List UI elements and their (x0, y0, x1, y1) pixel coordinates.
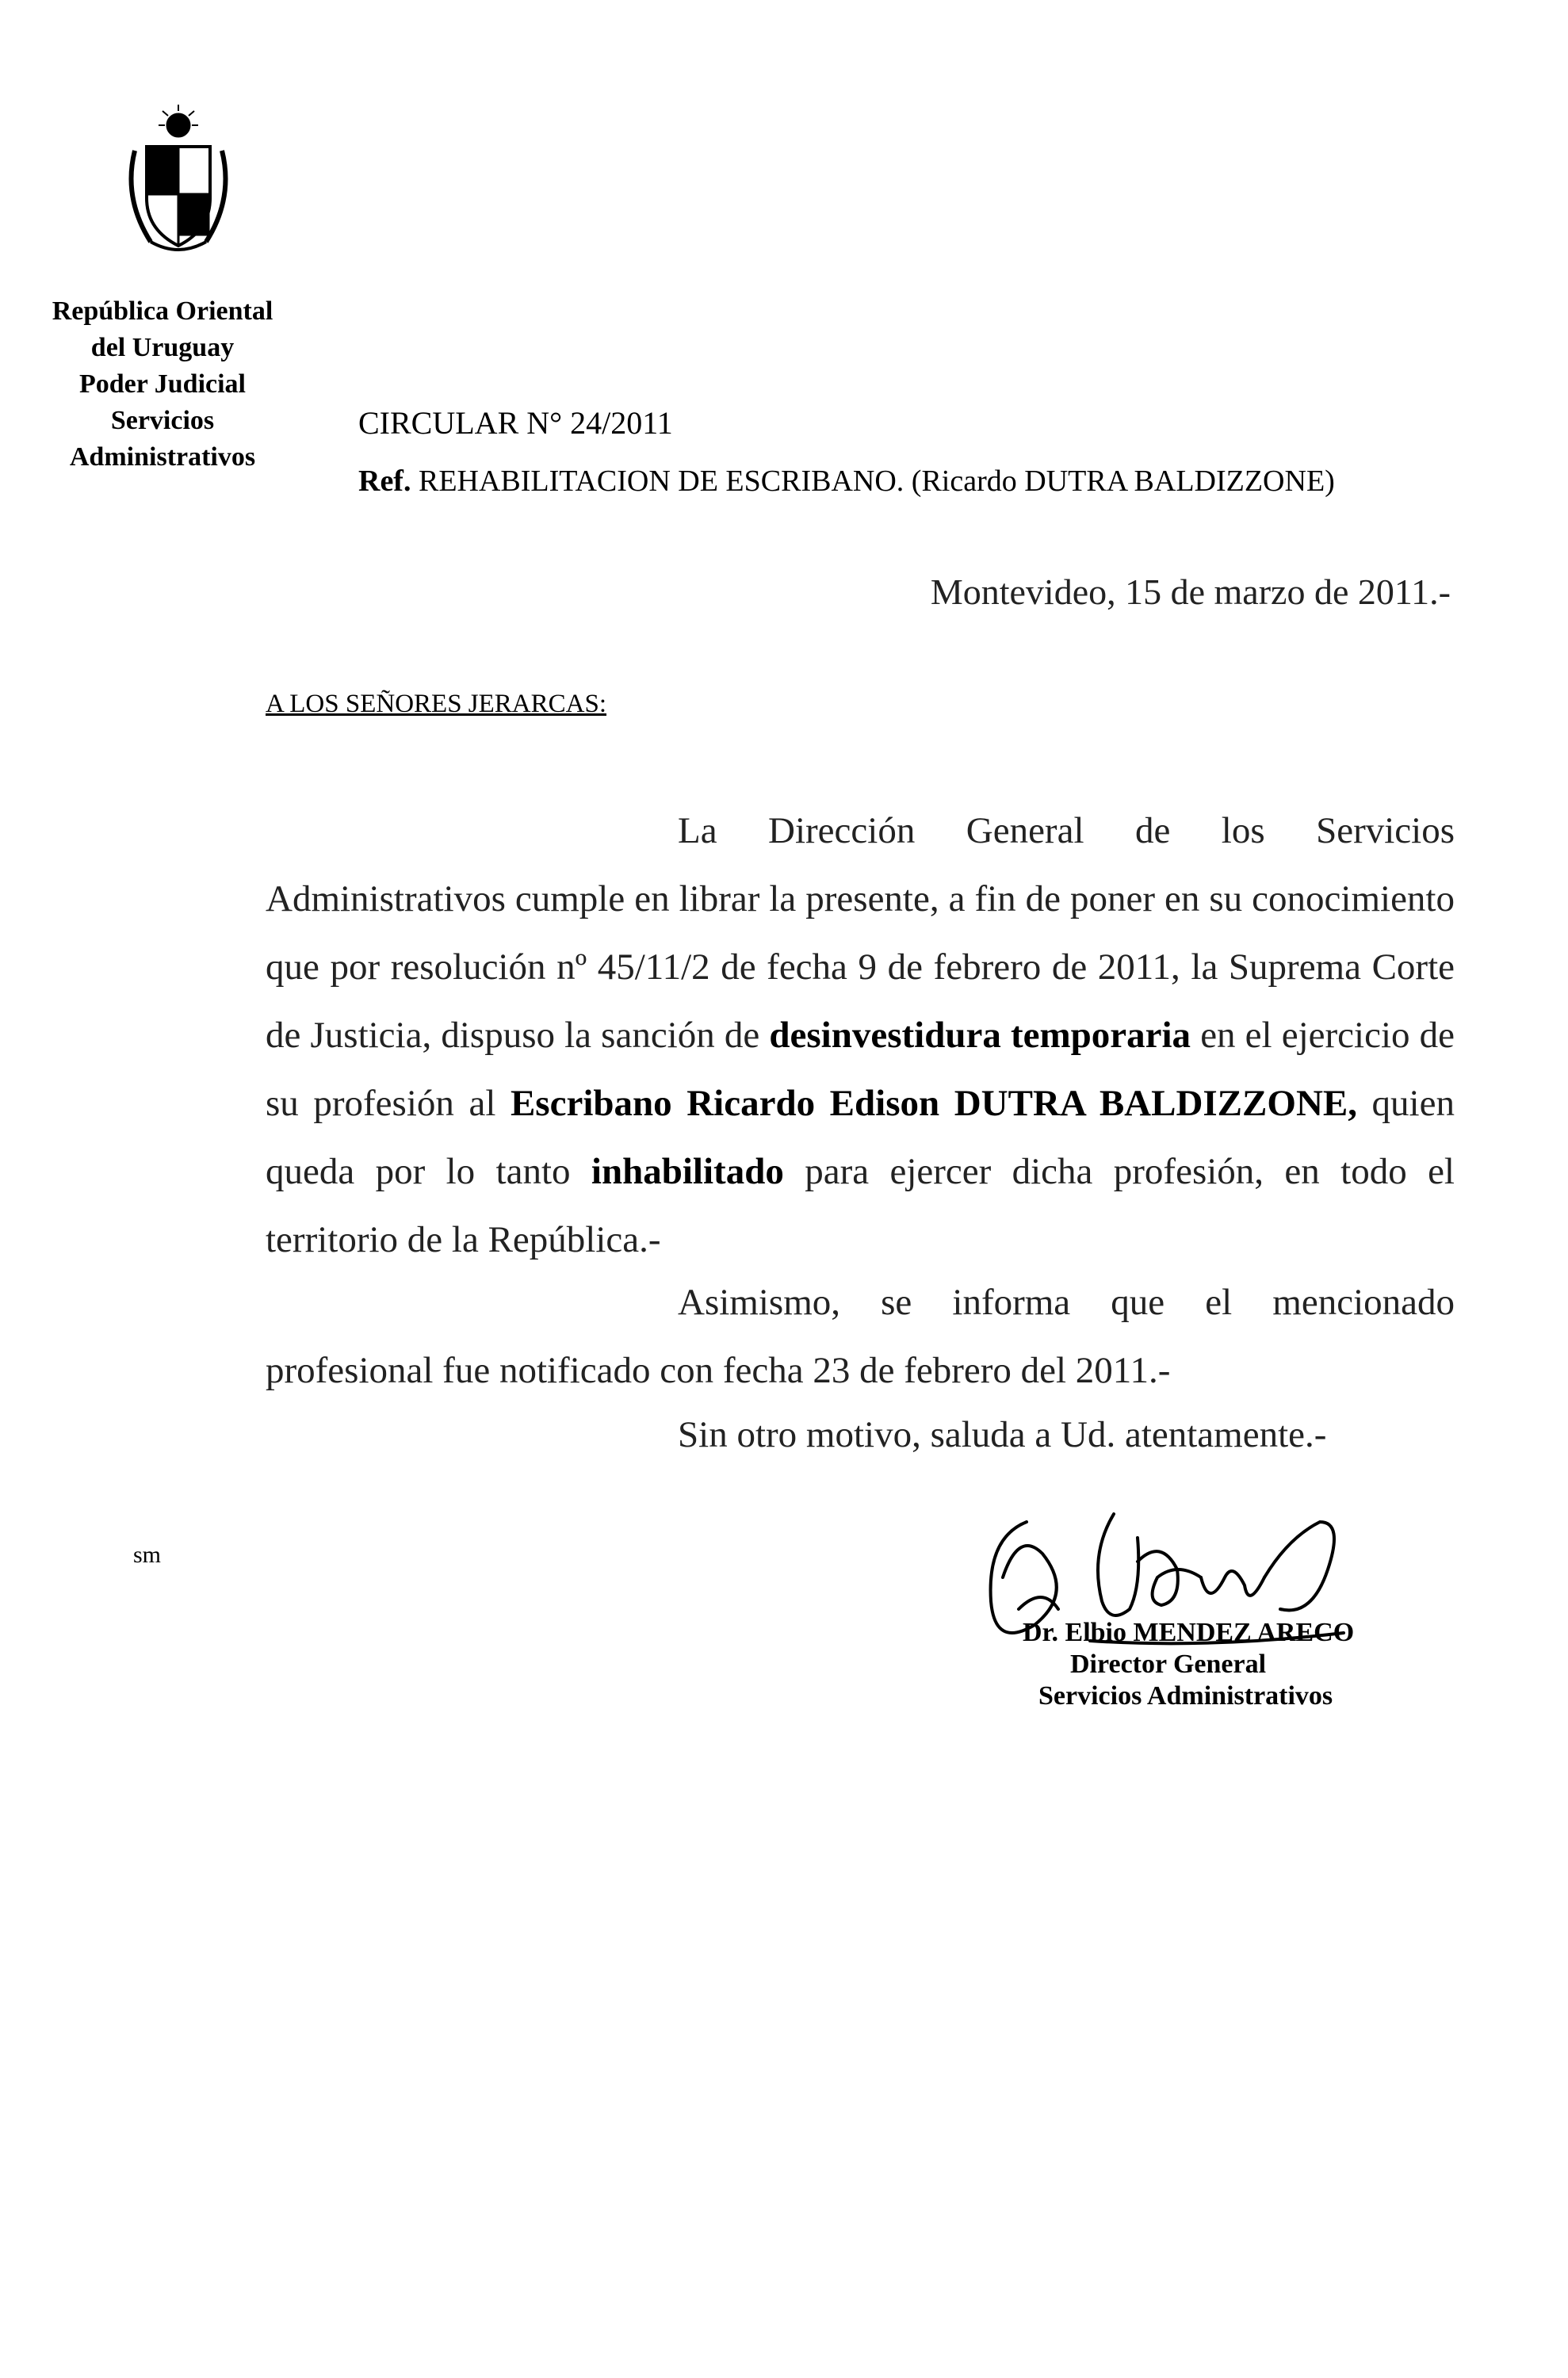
institution-line: República Oriental (52, 296, 273, 326)
closing-line: Sin otro motivo, saluda a Ud. atentamente.- (678, 1414, 1327, 1455)
p1-text-e: quien queda por lo tanto (266, 1083, 1455, 1192)
ref-prefix: Ref. (358, 465, 411, 498)
ref-close: ) (1325, 465, 1335, 498)
signer-unit: Servicios Administrativos (1038, 1681, 1333, 1711)
p1-text-g: para ejercer dicha profesión, en todo el territorio de la República.- (266, 1151, 1455, 1260)
institution-name (32, 293, 293, 476)
p1-text-a: La Dirección General de los Servicios Administrativos cumple en librar la presente, a fin de poner en su conocimiento que por resolución nº 45/11/2 de fecha 9 de febrero de 2011, la Suprema Corte de Justicia, dispuso la sanción de (266, 810, 1455, 1056)
signer-block (999, 1617, 1427, 1712)
institution-line: del Uruguay (90, 333, 235, 362)
circular-number (358, 404, 673, 442)
body-paragraph-1 (266, 797, 1455, 1274)
p1-bold-sanction: desinvestidura temporaria (769, 1015, 1191, 1056)
salutation: A LOS SEÑORES JERARCAS: (266, 690, 607, 718)
document-date: Montevideo, 15 de marzo de 2011.- (930, 572, 1451, 612)
institution-line: Servicios (110, 406, 215, 435)
signer-title: Director General (1070, 1650, 1267, 1679)
coat-of-arms-icon (119, 103, 238, 262)
ref-text: REHABILITACION DE ESCRIBANO. (Ricardo (418, 465, 1017, 498)
circular-label: CIRCULAR N° (358, 405, 563, 441)
circular-id: 24/2011 (570, 405, 673, 441)
typist-initials: sm (133, 1542, 162, 1568)
reference-line (358, 464, 1335, 499)
signer-name: Dr. Elbio MENDEZ ARECO (1023, 1618, 1355, 1647)
p1-bold-status: inhabilitado (591, 1151, 784, 1192)
institution-line: Administrativos (69, 442, 256, 472)
p1-bold-name: Escribano Ricardo Edison DUTRA BALDIZZONE, (510, 1083, 1357, 1124)
body-paragraph-2: Asimismo, se informa que el mencionado profesional fue notificado con fecha 23 de febrero del 2011.- (266, 1282, 1455, 1391)
institution-line: Poder Judicial (79, 369, 246, 399)
ref-name: DUTRA BALDIZZONE (1024, 465, 1325, 498)
p1-text-c: en el ejercicio de su profesión al (266, 1015, 1455, 1124)
